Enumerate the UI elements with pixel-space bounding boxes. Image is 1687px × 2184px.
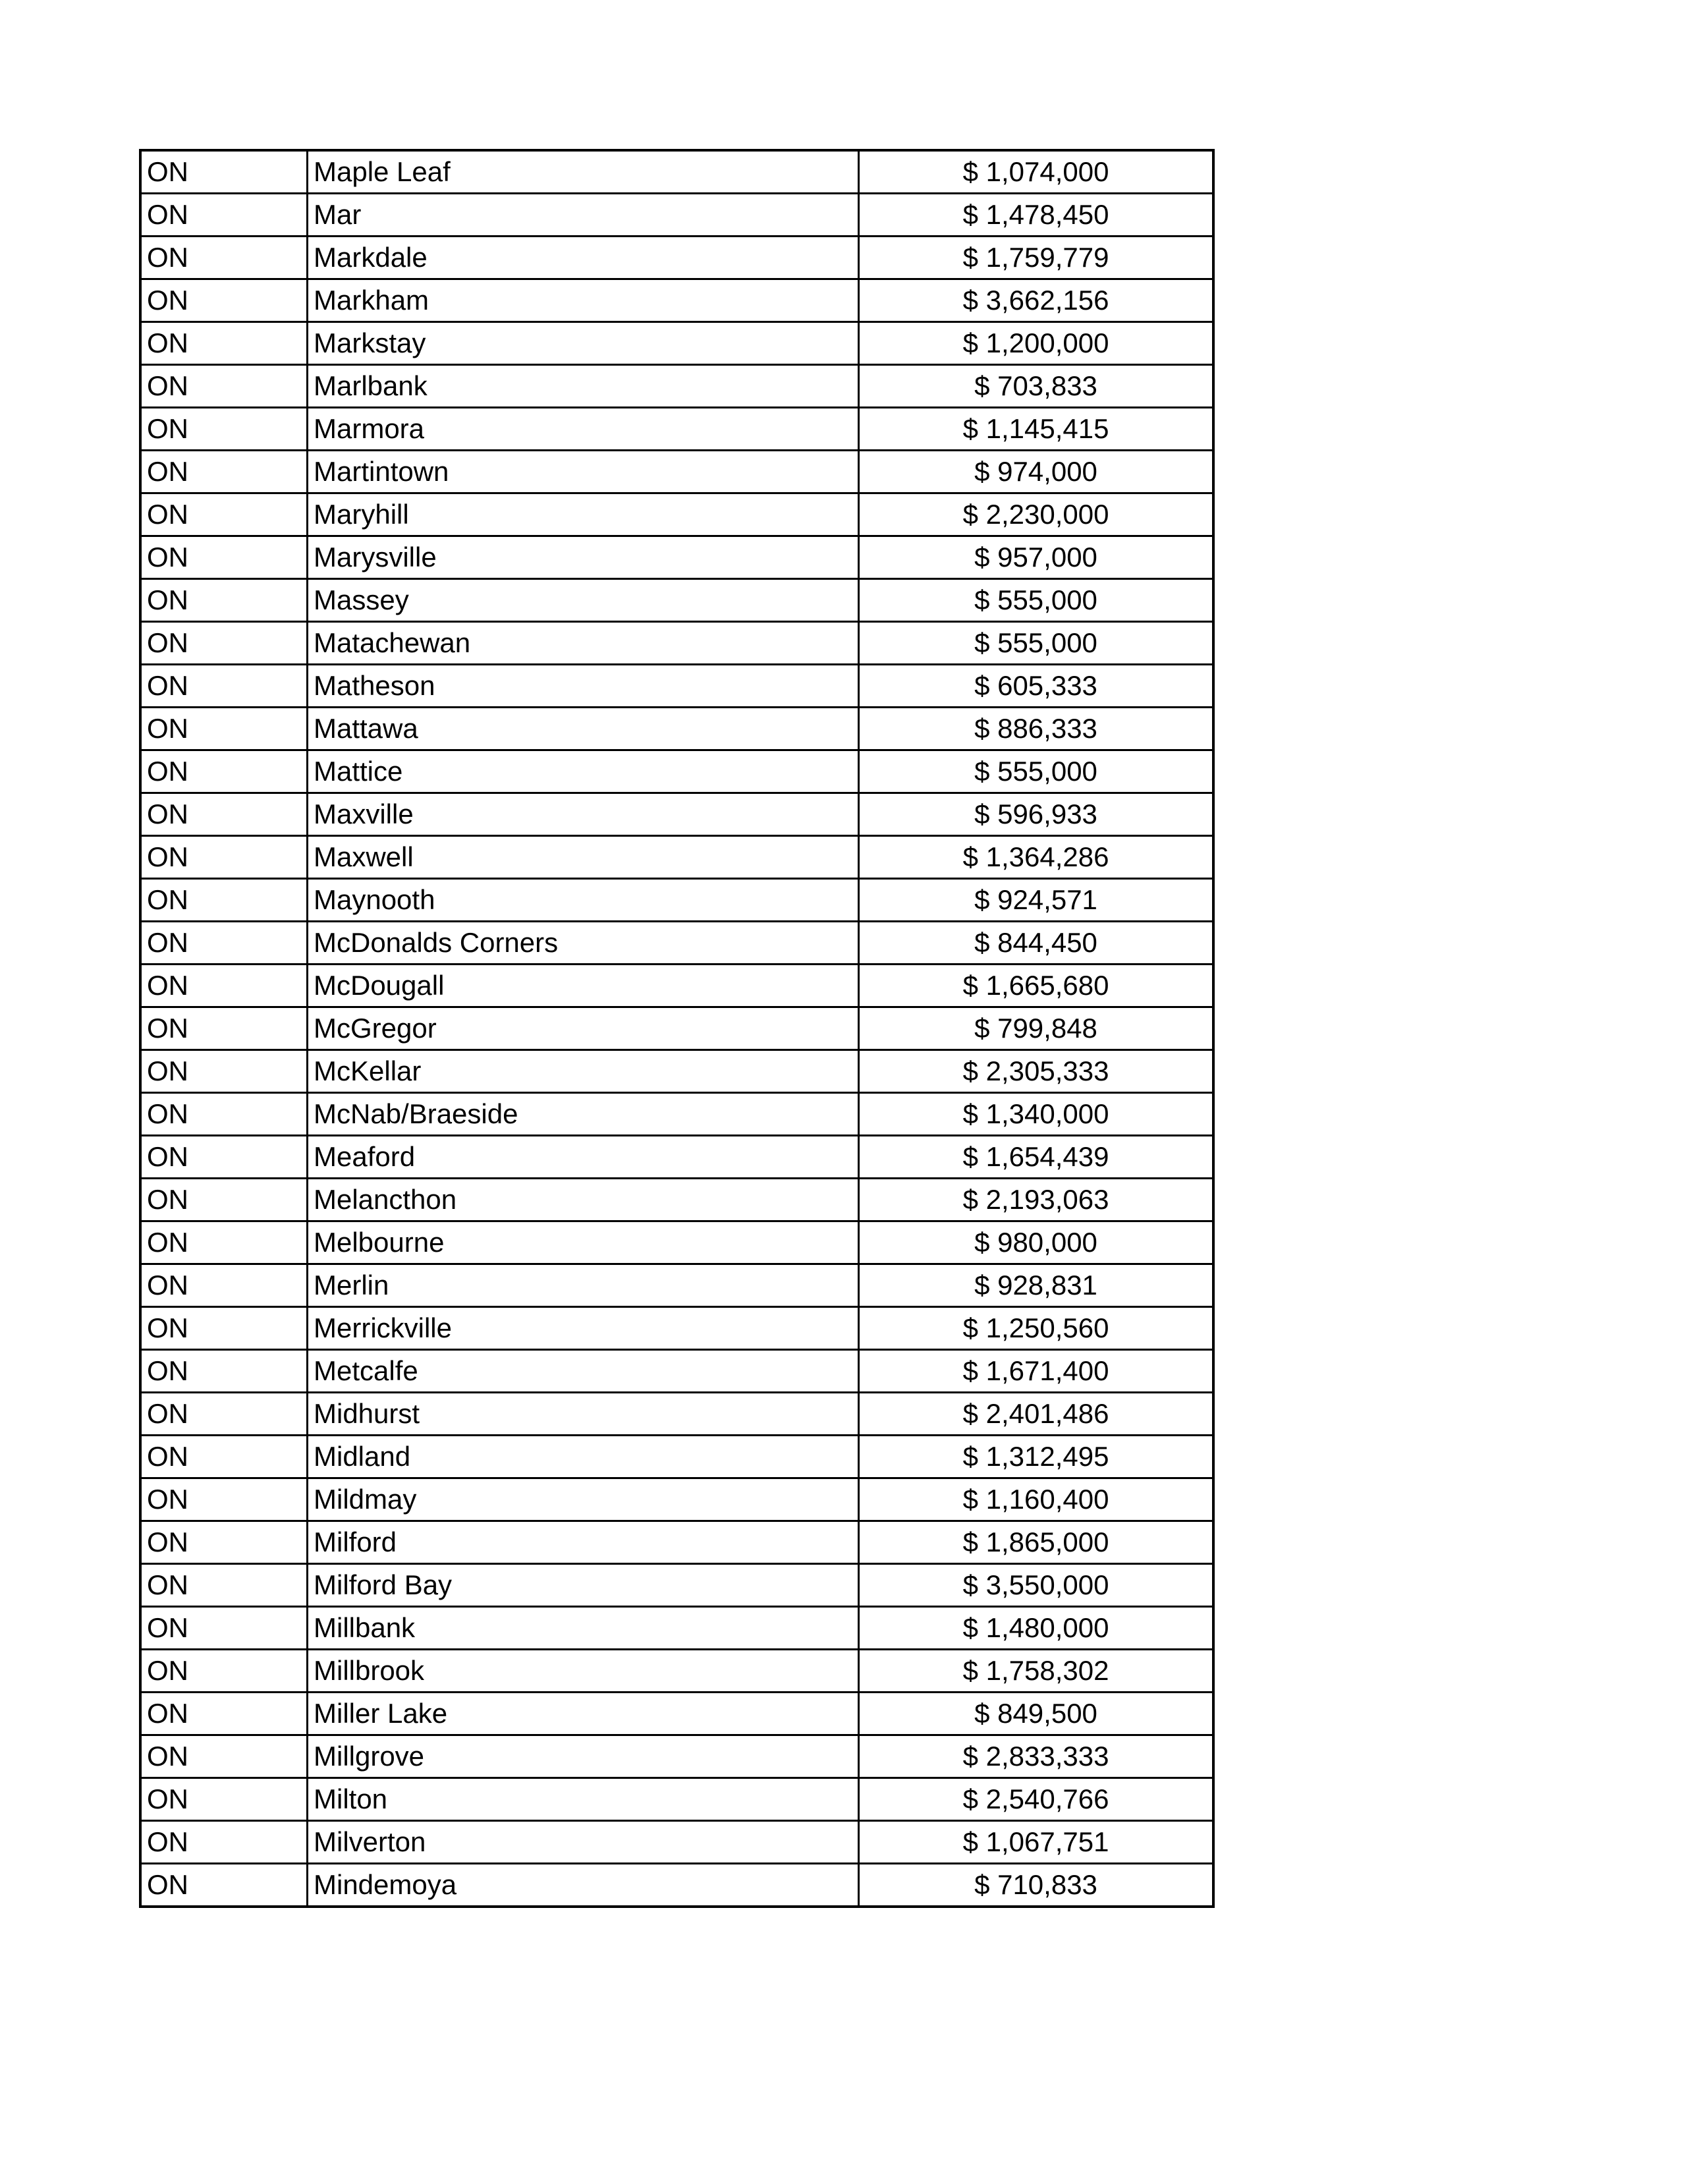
table-row bbox=[140, 1778, 1213, 1821]
community-cell: Midhurst bbox=[308, 1393, 859, 1436]
community-cell: Milford Bay bbox=[308, 1564, 859, 1607]
province-cell: ON bbox=[140, 1650, 308, 1693]
community-cell: Maryhill bbox=[308, 493, 859, 536]
province-cell: ON bbox=[140, 708, 308, 750]
community-cell: McDonalds Corners bbox=[308, 922, 859, 965]
value-cell: $ 555,000 bbox=[859, 750, 1214, 793]
province-cell: ON bbox=[140, 1179, 308, 1221]
table-row bbox=[140, 194, 1213, 237]
province-cell: ON bbox=[140, 1521, 308, 1564]
province-cell: ON bbox=[140, 793, 308, 836]
table-row bbox=[140, 1821, 1213, 1864]
value-cell: $ 555,000 bbox=[859, 622, 1214, 665]
province-cell: ON bbox=[140, 365, 308, 408]
province-cell: ON bbox=[140, 1864, 308, 1907]
community-cell: McKellar bbox=[308, 1050, 859, 1093]
value-cell: $ 1,340,000 bbox=[859, 1093, 1214, 1136]
community-cell: Maple Leaf bbox=[308, 150, 859, 194]
province-cell: ON bbox=[140, 1735, 308, 1778]
community-cell: Mar bbox=[308, 194, 859, 237]
data-table bbox=[139, 149, 1215, 1908]
value-cell: $ 596,933 bbox=[859, 793, 1214, 836]
community-cell: Markdale bbox=[308, 237, 859, 279]
table-row bbox=[140, 879, 1213, 922]
province-cell: ON bbox=[140, 194, 308, 237]
community-cell: Milford bbox=[308, 1521, 859, 1564]
province-cell: ON bbox=[140, 965, 308, 1007]
table-row bbox=[140, 1136, 1213, 1179]
community-cell: Millbrook bbox=[308, 1650, 859, 1693]
table-row bbox=[140, 965, 1213, 1007]
table-row bbox=[140, 1564, 1213, 1607]
province-cell: ON bbox=[140, 1136, 308, 1179]
table-row bbox=[140, 1350, 1213, 1393]
table-row bbox=[140, 1607, 1213, 1650]
value-cell: $ 1,074,000 bbox=[859, 150, 1214, 194]
table-row bbox=[140, 1521, 1213, 1564]
table-row bbox=[140, 1478, 1213, 1521]
table-row bbox=[140, 579, 1213, 622]
table-row bbox=[140, 451, 1213, 493]
value-cell: $ 1,067,751 bbox=[859, 1821, 1214, 1864]
table-row bbox=[140, 665, 1213, 708]
table-row bbox=[140, 1650, 1213, 1693]
table-row bbox=[140, 1050, 1213, 1093]
table-row bbox=[140, 1735, 1213, 1778]
community-cell: Milton bbox=[308, 1778, 859, 1821]
table-row bbox=[140, 1093, 1213, 1136]
community-cell: Merlin bbox=[308, 1264, 859, 1307]
province-cell: ON bbox=[140, 536, 308, 579]
table-row bbox=[140, 150, 1213, 194]
table-body bbox=[140, 150, 1213, 1907]
province-cell: ON bbox=[140, 922, 308, 965]
table-row bbox=[140, 1393, 1213, 1436]
value-cell: $ 3,662,156 bbox=[859, 279, 1214, 322]
province-cell: ON bbox=[140, 1307, 308, 1350]
community-cell: McGregor bbox=[308, 1007, 859, 1050]
value-cell: $ 703,833 bbox=[859, 365, 1214, 408]
value-cell: $ 1,160,400 bbox=[859, 1478, 1214, 1521]
table-row bbox=[140, 622, 1213, 665]
value-cell: $ 605,333 bbox=[859, 665, 1214, 708]
value-cell: $ 2,540,766 bbox=[859, 1778, 1214, 1821]
table-row bbox=[140, 1693, 1213, 1735]
table-row bbox=[140, 750, 1213, 793]
value-cell: $ 2,230,000 bbox=[859, 493, 1214, 536]
community-cell: Maxwell bbox=[308, 836, 859, 879]
community-cell: Maynooth bbox=[308, 879, 859, 922]
province-cell: ON bbox=[140, 1007, 308, 1050]
province-cell: ON bbox=[140, 1350, 308, 1393]
province-cell: ON bbox=[140, 665, 308, 708]
province-cell: ON bbox=[140, 1478, 308, 1521]
value-cell: $ 1,312,495 bbox=[859, 1436, 1214, 1478]
community-cell: Markstay bbox=[308, 322, 859, 365]
province-cell: ON bbox=[140, 451, 308, 493]
community-cell: Marlbank bbox=[308, 365, 859, 408]
province-cell: ON bbox=[140, 1221, 308, 1264]
community-cell: Millgrove bbox=[308, 1735, 859, 1778]
table-row bbox=[140, 237, 1213, 279]
table-row bbox=[140, 836, 1213, 879]
value-cell: $ 1,759,779 bbox=[859, 237, 1214, 279]
province-cell: ON bbox=[140, 1393, 308, 1436]
community-cell: Metcalfe bbox=[308, 1350, 859, 1393]
province-cell: ON bbox=[140, 1093, 308, 1136]
table-row bbox=[140, 793, 1213, 836]
province-cell: ON bbox=[140, 836, 308, 879]
value-cell: $ 1,654,439 bbox=[859, 1136, 1214, 1179]
value-cell: $ 2,401,486 bbox=[859, 1393, 1214, 1436]
province-cell: ON bbox=[140, 1821, 308, 1864]
value-cell: $ 1,480,000 bbox=[859, 1607, 1214, 1650]
community-cell: Merrickville bbox=[308, 1307, 859, 1350]
community-cell: Martintown bbox=[308, 451, 859, 493]
community-cell: Maxville bbox=[308, 793, 859, 836]
value-cell: $ 555,000 bbox=[859, 579, 1214, 622]
province-cell: ON bbox=[140, 493, 308, 536]
province-cell: ON bbox=[140, 322, 308, 365]
value-cell: $ 2,193,063 bbox=[859, 1179, 1214, 1221]
community-cell: McNab/Braeside bbox=[308, 1093, 859, 1136]
value-cell: $ 1,145,415 bbox=[859, 408, 1214, 451]
province-cell: ON bbox=[140, 1693, 308, 1735]
value-cell: $ 799,848 bbox=[859, 1007, 1214, 1050]
value-cell: $ 957,000 bbox=[859, 536, 1214, 579]
community-cell: Millbank bbox=[308, 1607, 859, 1650]
community-cell: Mattice bbox=[308, 750, 859, 793]
province-cell: ON bbox=[140, 237, 308, 279]
value-cell: $ 974,000 bbox=[859, 451, 1214, 493]
value-cell: $ 1,671,400 bbox=[859, 1350, 1214, 1393]
province-cell: ON bbox=[140, 579, 308, 622]
community-cell: Miller Lake bbox=[308, 1693, 859, 1735]
community-cell: Midland bbox=[308, 1436, 859, 1478]
province-cell: ON bbox=[140, 879, 308, 922]
value-cell: $ 1,364,286 bbox=[859, 836, 1214, 879]
table-row bbox=[140, 1307, 1213, 1350]
table-row bbox=[140, 536, 1213, 579]
community-cell: Melbourne bbox=[308, 1221, 859, 1264]
table-row bbox=[140, 1179, 1213, 1221]
value-cell: $ 2,305,333 bbox=[859, 1050, 1214, 1093]
value-cell: $ 1,758,302 bbox=[859, 1650, 1214, 1693]
province-cell: ON bbox=[140, 1264, 308, 1307]
value-cell: $ 844,450 bbox=[859, 922, 1214, 965]
province-cell: ON bbox=[140, 1607, 308, 1650]
value-cell: $ 1,665,680 bbox=[859, 965, 1214, 1007]
province-cell: ON bbox=[140, 1778, 308, 1821]
community-cell: McDougall bbox=[308, 965, 859, 1007]
table-row bbox=[140, 1264, 1213, 1307]
province-cell: ON bbox=[140, 1564, 308, 1607]
table-row bbox=[140, 1221, 1213, 1264]
community-cell: Massey bbox=[308, 579, 859, 622]
value-cell: $ 849,500 bbox=[859, 1693, 1214, 1735]
value-cell: $ 2,833,333 bbox=[859, 1735, 1214, 1778]
value-cell: $ 3,550,000 bbox=[859, 1564, 1214, 1607]
value-cell: $ 924,571 bbox=[859, 879, 1214, 922]
province-cell: ON bbox=[140, 622, 308, 665]
value-cell: $ 710,833 bbox=[859, 1864, 1214, 1907]
value-cell: $ 980,000 bbox=[859, 1221, 1214, 1264]
community-cell: Markham bbox=[308, 279, 859, 322]
community-cell: Mindemoya bbox=[308, 1864, 859, 1907]
province-cell: ON bbox=[140, 279, 308, 322]
table-row bbox=[140, 1864, 1213, 1907]
province-cell: ON bbox=[140, 150, 308, 194]
value-cell: $ 1,865,000 bbox=[859, 1521, 1214, 1564]
value-cell: $ 1,200,000 bbox=[859, 322, 1214, 365]
table-row bbox=[140, 279, 1213, 322]
value-cell: $ 1,250,560 bbox=[859, 1307, 1214, 1350]
value-cell: $ 886,333 bbox=[859, 708, 1214, 750]
table-row bbox=[140, 493, 1213, 536]
province-cell: ON bbox=[140, 1050, 308, 1093]
community-cell: Matheson bbox=[308, 665, 859, 708]
table-row bbox=[140, 922, 1213, 965]
table-row bbox=[140, 408, 1213, 451]
table-row bbox=[140, 1436, 1213, 1478]
province-cell: ON bbox=[140, 750, 308, 793]
community-cell: Milverton bbox=[308, 1821, 859, 1864]
value-cell: $ 928,831 bbox=[859, 1264, 1214, 1307]
community-cell: Marmora bbox=[308, 408, 859, 451]
table-row bbox=[140, 322, 1213, 365]
community-cell: Meaford bbox=[308, 1136, 859, 1179]
province-cell: ON bbox=[140, 1436, 308, 1478]
community-cell: Marysville bbox=[308, 536, 859, 579]
community-cell: Mattawa bbox=[308, 708, 859, 750]
community-cell: Matachewan bbox=[308, 622, 859, 665]
community-cell: Mildmay bbox=[308, 1478, 859, 1521]
table-row bbox=[140, 1007, 1213, 1050]
province-cell: ON bbox=[140, 408, 308, 451]
table-row bbox=[140, 708, 1213, 750]
community-cell: Melancthon bbox=[308, 1179, 859, 1221]
value-cell: $ 1,478,450 bbox=[859, 194, 1214, 237]
table-row bbox=[140, 365, 1213, 408]
